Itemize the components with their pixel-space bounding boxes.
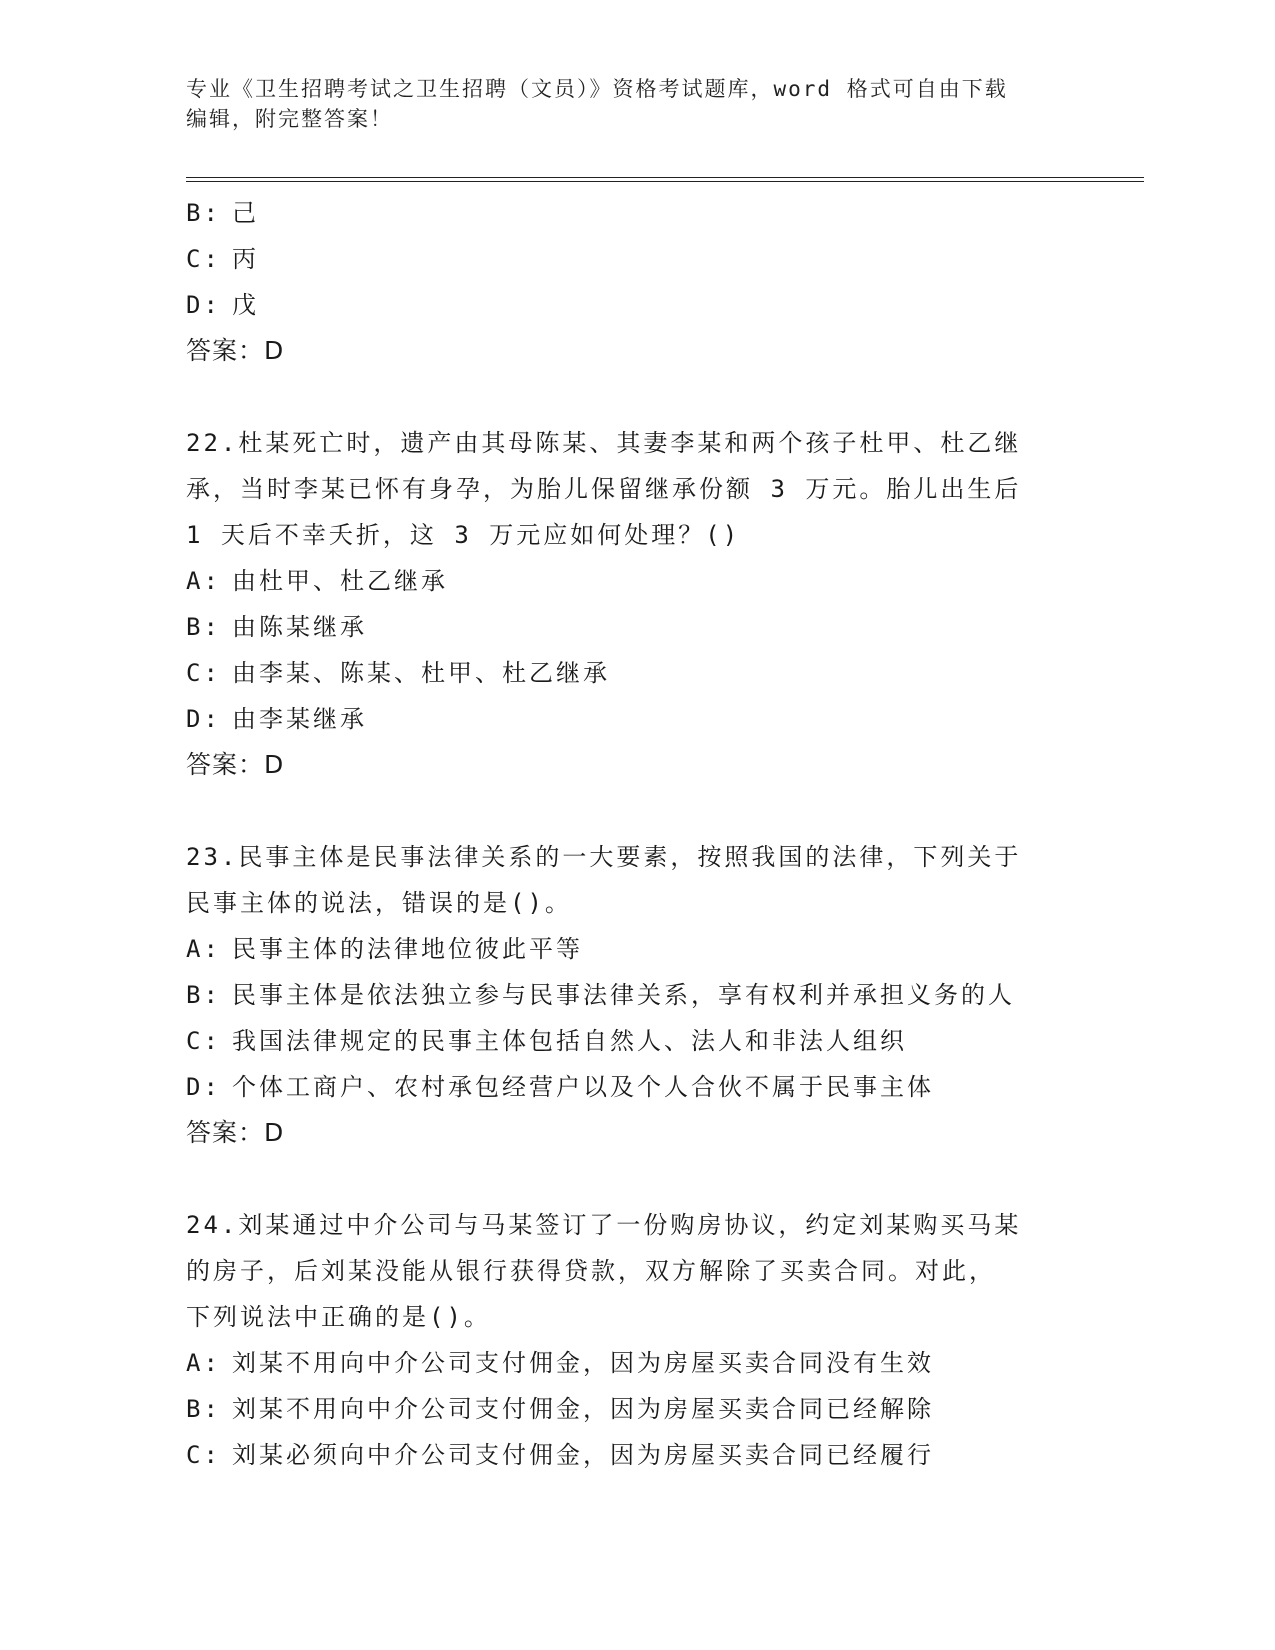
option-text: 由杜甲、杜乙继承 [232,567,448,595]
question-23 [186,834,1086,1156]
option-text: 刘某必须向中介公司支付佣金，因为房屋买卖合同已经履行 [232,1441,934,1469]
option-d [186,696,1086,742]
option-d [186,282,1086,328]
option-key: B: [186,1395,221,1423]
option-text: 由李某继承 [232,705,367,733]
question-content [186,190,1086,1478]
option-key: C: [186,245,221,273]
question-stem-line: 民事主体的说法，错误的是()。 [186,889,572,917]
option-key: C: [186,1027,221,1055]
option-key: B: [186,981,221,1009]
option-b [186,604,1086,650]
option-b [186,972,1086,1018]
question-21-tail [186,190,1086,374]
option-b [186,1386,1086,1432]
answer-line: 答案：D [186,1118,285,1147]
option-text: 民事主体是依法独立参与民事法律关系，享有权利并承担义务的人 [232,981,1015,1009]
question-24 [186,1202,1086,1478]
option-text: 刘某不用向中介公司支付佣金，因为房屋买卖合同已经解除 [232,1395,934,1423]
header-rule-bottom [186,181,1144,182]
answer-line: 答案：D [186,750,285,779]
option-text: 己 [232,199,259,227]
option-text: 个体工商户、农村承包经营户以及个人合伙不属于民事主体 [232,1073,934,1101]
option-key: C: [186,659,221,687]
question-stem-line: 承，当时李某已怀有身孕，为胎儿保留继承份额 3 万元。胎儿出生后 [186,475,1022,503]
question-stem-line: 23.民事主体是民事法律关系的一大要素，按照我国的法律，下列关于 [186,843,1022,871]
question-stem-line: 1 天后不幸夭折，这 3 万元应如何处理？() [186,521,741,549]
option-c [186,650,1086,696]
option-c [186,1432,1086,1478]
option-key: C: [186,1441,221,1469]
option-c [186,236,1086,282]
option-b [186,190,1086,236]
question-stem-line: 的房子，后刘某没能从银行获得贷款，双方解除了买卖合同。对此， [186,1257,996,1285]
spacer [186,788,1086,834]
answer-line: 答案：D [186,336,285,365]
question-22 [186,420,1086,788]
option-text: 刘某不用向中介公司支付佣金，因为房屋买卖合同没有生效 [232,1349,934,1377]
spacer [186,1156,1086,1202]
option-text: 戊 [232,291,259,319]
spacer [186,374,1086,420]
question-stem-line: 下列说法中正确的是()。 [186,1303,491,1331]
option-a [186,1340,1086,1386]
page-header [186,74,1086,134]
option-a [186,558,1086,604]
option-key: B: [186,613,221,641]
option-d [186,1064,1086,1110]
option-key: A: [186,567,221,595]
question-stem-line: 22.杜某死亡时，遗产由其母陈某、其妻李某和两个孩子杜甲、杜乙继 [186,429,1022,457]
option-key: D: [186,291,221,319]
header-line-1: 专业《卫生招聘考试之卫生招聘（文员）》资格考试题库，word 格式可自由下载 [186,77,1008,101]
option-c [186,1018,1086,1064]
option-text: 民事主体的法律地位彼此平等 [232,935,583,963]
header-rule-top [186,177,1144,178]
option-text: 由李某、陈某、杜甲、杜乙继承 [232,659,610,687]
option-text: 由陈某继承 [232,613,367,641]
option-text: 我国法律规定的民事主体包括自然人、法人和非法人组织 [232,1027,907,1055]
option-text: 丙 [232,245,259,273]
header-line-2: 编辑，附完整答案！ [186,107,393,131]
option-a [186,926,1086,972]
option-key: D: [186,1073,221,1101]
option-key: A: [186,1349,221,1377]
option-key: D: [186,705,221,733]
option-key: B: [186,199,221,227]
question-stem-line: 24.刘某通过中介公司与马某签订了一份购房协议，约定刘某购买马某 [186,1211,1022,1239]
option-key: A: [186,935,221,963]
